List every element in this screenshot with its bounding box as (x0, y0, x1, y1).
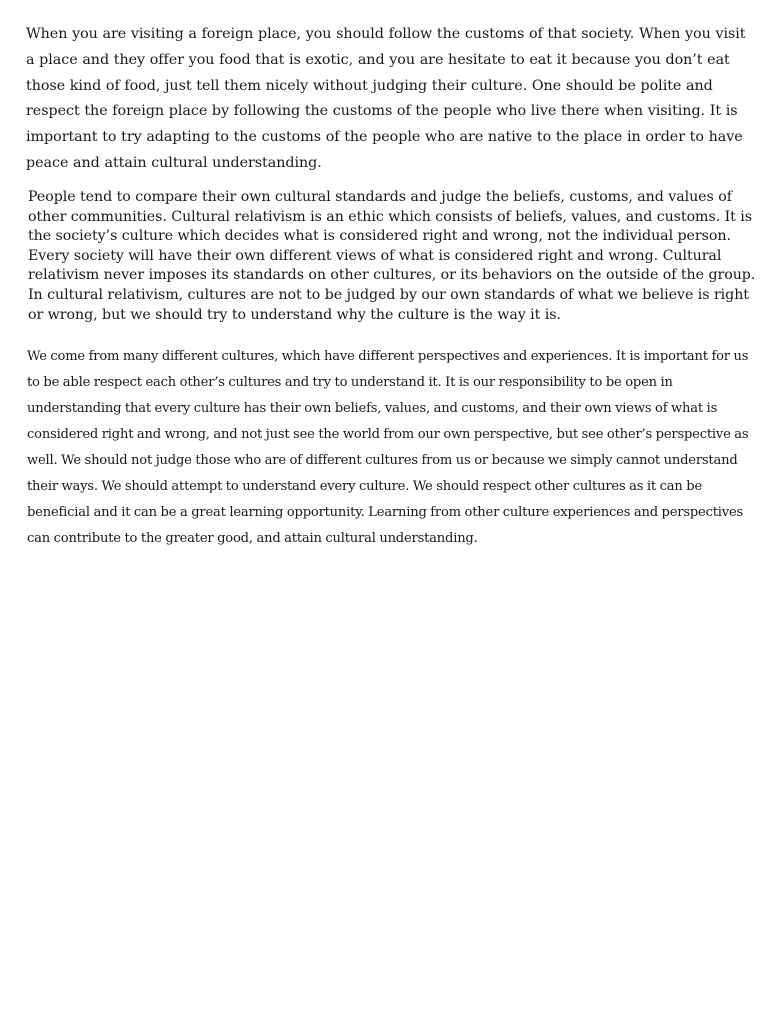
paragraph-2: People tend to compare their own cultural standards and judge the beliefs, customs, and values of other communities. Cultural relativism is an ethic which consists of beliefs, values, and customs. It is the society’s culture which decides what is considered right and wrong, not the individual person. Every society will have their own different views of what is considered right and wrong. Cultural relativism never imposes its standards on other cultures, or its behaviors on the outside of the group. In cultural relativism, cultures are not to be judged by our own standards of what we believe is right or wrong, but we should try to understand why the culture is the way it is. (28, 189, 756, 323)
paragraph-1: When you are visiting a foreign place, you should follow the customs of that society. When you visit a place and they offer you food that is exotic, and you are hesitate to eat it because you don’t eat those kind of food, just tell them nicely without judging their culture. One should be polite and respect the foreign place by following the customs of the people who live there when visiting. It is important to try adapting to the customs of the people who are native to the place in order to have peace and attain cultural understanding. (26, 26, 746, 171)
paragraph-3: We come from many different cultures, which have different perspectives and experiences. It is important for us to be able respect each other’s cultures and try to understand it. It is our responsibility to be open in understanding that every culture has their own beliefs, values, and customs, and their own views of what is considered right and wrong, and not just see the world from our own perspective, but see other’s perspective as well. We should not judge those who are of different cultures from us or because we simply cannot understand their ways. We should attempt to understand every culture. We should respect other cultures as it can be beneficial and it can be a great learning opportunity. Learning from other culture experiences and perspectives can contribute to the greater good, and attain cultural understanding. (27, 349, 749, 546)
